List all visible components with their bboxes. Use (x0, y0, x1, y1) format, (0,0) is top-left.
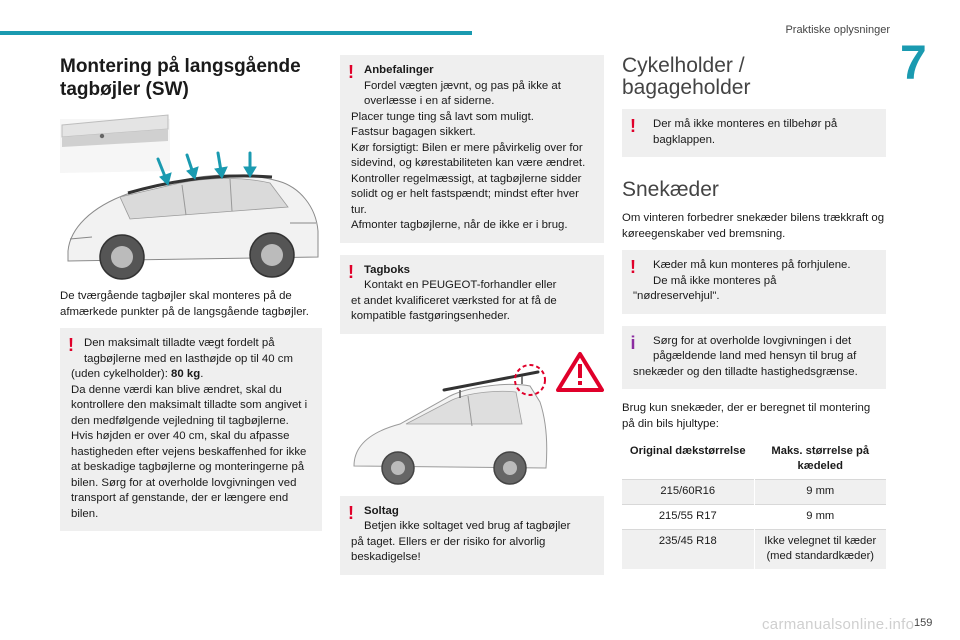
chain-warning-box (622, 250, 886, 314)
warning-icon: ! (348, 261, 354, 282)
warning-icon: ! (630, 116, 636, 136)
section-title-bike-carrier (622, 55, 886, 99)
table-header: Original dækstørrelse (622, 440, 754, 480)
sunroof-rest: på taget. Ellers er der risiko for alvorlig beskadigelse! (351, 535, 546, 563)
table-cell (754, 530, 886, 570)
title-line: bagageholder (622, 76, 751, 99)
table-cell: 9 mm (806, 510, 835, 522)
warning-icon: ! (348, 502, 354, 523)
roof-rails-illustration (60, 111, 322, 283)
roofbox-title: Tagboks (364, 263, 410, 276)
car-roof-bars-icon (60, 111, 322, 283)
recommendations-first: Fordel vægten jævnt, og pas på ikke at overlæsse i en af siderne. (364, 79, 561, 107)
recommendations-title: Anbefalinger (364, 64, 434, 76)
table-cell-text: Ikke velegnet til kæder (764, 535, 877, 547)
title-line: Cykelholder / (622, 54, 745, 77)
load-warning-first: Den maksimalt tilladte vægt fordelt på tagbøjlerne med en lasthøjde op til 40 cm (84, 337, 293, 365)
car-sunroof-icon (340, 346, 604, 486)
warning-icon: ! (348, 62, 354, 82)
roofbox-first: Kontakt en PEUGEOT-forhandler eller (364, 279, 557, 291)
table-row (622, 480, 886, 505)
weight-suffix: . (200, 368, 204, 380)
info-box (622, 326, 886, 390)
weight-prefix: (uden cykelholder): (71, 368, 172, 380)
chain-warning-first: Kæder må kun monteres på forhjulene. (653, 259, 851, 271)
load-warning-rest: Da denne værdi kan blive ændret, skal du kontrollere den maksimalt tilladte som angivet i den medfølgende vejledning til tagbøjlerne. Hvis højden er over 40 cm, skal du afpasse hastigheden efter vejens beskaffenhed for ikke at beskadige tagbøjlerne og monteringerne på bilen. Sørg for at overholde lovgivningen ved transport af genstande, der er længere end bilen. (71, 383, 308, 520)
table-cell: 215/60R16 (622, 480, 754, 505)
table-header-row (622, 440, 886, 480)
page-number: 159 (914, 617, 933, 629)
sunroof-first: Betjen ikke soltaget ved brug af tagbøjler (364, 520, 571, 532)
chain-warning-second: De må ikke monteres på (653, 274, 777, 287)
recommendation-line: Fastsur bagagen sikkert. (351, 126, 476, 138)
roofbox-rest: et andet kvalificeret værksted for at få de kompatible fastgøringsenheder. (351, 294, 557, 322)
table-cell-note: (med standardkæder) (766, 550, 875, 562)
column-1 (60, 55, 322, 543)
column-3 (622, 55, 886, 569)
sunroof-title: Soltag (364, 504, 399, 517)
recommendations-box (340, 55, 604, 243)
header-accent-bar (0, 31, 472, 35)
bike-warning-box (622, 109, 886, 157)
snow-chains-intro: Om vinteren forbedrer snekæder bilens trækkraft og køreegenskaber ved bremsning. (622, 212, 885, 240)
recommendation-line: Kør forsigtigt: Bilen er mere påvirkelig over for sidevind, og kørestabiliteten kan være ændret. (351, 141, 586, 169)
table-cell: 215/55 R17 (622, 505, 754, 530)
column-2 (340, 55, 604, 587)
section-label: Praktiske oplysninger (785, 24, 890, 36)
section-title-snow-chains: Snekæder (622, 178, 719, 201)
info-rest: snekæder og den tilladte hastighedsgrænse. (633, 365, 858, 378)
bike-warning-text: Der må ikke monteres en tilbehør på bagklappen. (653, 118, 838, 146)
chapter-number: 7 (900, 37, 927, 90)
snow-chain-table (622, 440, 886, 569)
footer-watermark: carmanualsonline.info (762, 616, 915, 633)
table-cell: 235/45 R18 (622, 530, 754, 570)
load-warning-weight (71, 367, 312, 383)
info-icon: i (630, 332, 636, 353)
sunroof-box (340, 496, 604, 575)
table-row (622, 505, 886, 530)
warning-icon: ! (630, 257, 636, 277)
table-row (622, 530, 886, 570)
recommendation-line: Placer tunge ting så lavt som muligt. (351, 110, 534, 123)
recommendation-line: Afmonter tagbøjlerne, når de ikke er i brug. (351, 219, 568, 231)
table-intro: Brug kun snekæder, der er beregnet til montering på din bils hjultype: (622, 402, 871, 430)
recommendation-line: Kontroller regelmæssigt, at tagbøjlerne sidder solidt og er helt fastspændt; mindst efter hver tur. (351, 172, 582, 216)
info-first: Sørg for at overholde lovgivningen i det pågældende land med hensyn til brug af (653, 334, 857, 362)
section-title-roof-rails: Montering på langsgående tagbøjler (SW) (60, 56, 301, 100)
table-header: Maks. størrelse på kædeled (771, 445, 870, 472)
sunroof-illustration (340, 346, 604, 486)
load-warning-box (60, 328, 322, 531)
roof-rails-intro: De tværgående tagbøjler skal monteres på de afmærkede punkter på de langsgående tagbøjler. (60, 290, 309, 318)
roofbox-box (340, 255, 604, 334)
chain-warning-rest: "nødreservehjul". (633, 290, 720, 302)
table-cell: 9 mm (754, 480, 886, 505)
warning-icon: ! (68, 335, 74, 355)
weight-value: 80 kg (171, 368, 201, 380)
